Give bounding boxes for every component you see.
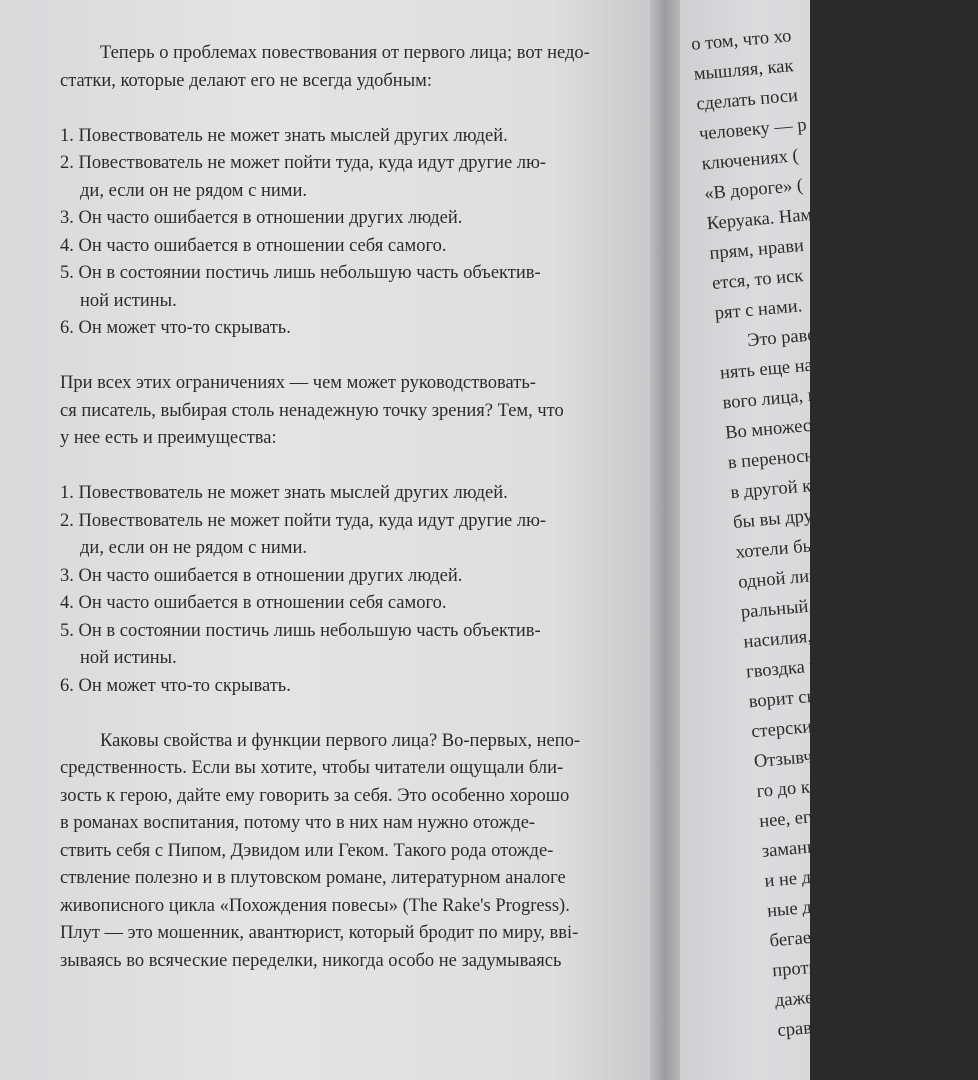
list2-item: 3. Он часто ошибается в отношении других людей. xyxy=(60,565,463,586)
list2-item: 5. Он в состоянии постичь лишь небольшую часть объектив- xyxy=(60,620,541,641)
right-page-line: насилия, то xyxy=(742,624,835,653)
para2-line: у нее есть и преимущества: xyxy=(60,428,277,448)
para3-line: средственность. Если вы хотите, чтобы читатели ощущали бли- xyxy=(60,758,564,778)
right-page-line: нее, его со xyxy=(758,804,843,832)
right-page-line: вого лица, н xyxy=(721,385,819,414)
list2-item: 4. Он часто ошибается в отношении себя самого. xyxy=(60,593,447,613)
para2-line: ся писатель, выбирая столь ненадежную точку зрения? Тем, что xyxy=(60,400,564,421)
right-page-line: го до крайн xyxy=(755,774,848,803)
left-page-text xyxy=(60,40,625,975)
right-page-line: ворит своим xyxy=(747,683,847,713)
right-page-line: даже потру xyxy=(774,983,864,1012)
list2-item: 1. Повествователь не может знать мыслей других людей. xyxy=(60,483,508,503)
right-page-line: сделать поси xyxy=(695,85,799,115)
list1-item: ди, если он не рядом с ними. xyxy=(80,180,307,201)
intro-line: статки, которые делают его не всегда удобным: xyxy=(60,70,432,91)
right-page-line: человеку — р xyxy=(698,115,808,145)
list1-item: 5. Он в состоянии постичь лишь небольшую часть объектив- xyxy=(60,263,541,283)
para3-line: Каковы свойства и функции первого лица? Во-первых, непо- xyxy=(100,730,581,751)
list2-item: 6. Он может что-то скрывать. xyxy=(60,675,291,696)
right-page-line: гвоздка в т xyxy=(745,655,832,683)
right-page-line: о том, что хо xyxy=(690,26,793,55)
right-page-line: в переносно xyxy=(727,445,825,474)
list1-item: ной истины. xyxy=(80,290,177,311)
right-page-line: Отзывчив. И xyxy=(753,743,855,773)
para3-line: зость к герою, дайте ему говорить за себя. Это особенно хорошо xyxy=(60,785,570,806)
para3-line: в романах воспитания, потому что в них нам нужно отожде- xyxy=(60,813,536,833)
right-page-line: в другой кн xyxy=(729,475,822,504)
para3-line: живописного цикла «Похождения повесы» (The Rake's Progress). xyxy=(60,895,570,916)
right-page-line: Это раве xyxy=(746,325,817,352)
right-page-text xyxy=(690,13,978,1047)
list2-item: ной истины. xyxy=(80,648,177,668)
right-page-line: рят с нами. xyxy=(713,296,804,324)
right-page-line: и не давая xyxy=(763,864,846,892)
right-page-line: ключениях ( xyxy=(700,146,800,175)
para3-line: Плут — это мошенник, авантюрист, который бродит по миру, вві- xyxy=(60,923,579,943)
para3-line: ствление полезно и в плутовском романе, литературном аналоге xyxy=(60,868,566,888)
list1-item: 3. Он часто ошибается в отношении других людей. xyxy=(60,208,463,228)
right-page xyxy=(680,0,867,1080)
list2-item: ди, если он не рядом с ними. xyxy=(80,538,307,558)
right-page-line: ется, то иск xyxy=(711,266,805,294)
right-page-line: одной лишь xyxy=(737,564,833,593)
right-page-line: Керуака. Нам xyxy=(706,205,813,235)
right-page-line: нять еще на xyxy=(719,355,814,384)
list1-item: 2. Повествователь не может пойти туда, куда идут другие лю- xyxy=(60,153,547,173)
right-page-line: прям, нрави xyxy=(708,235,805,265)
para3-line: ствить себя с Пипом, Дэвидом или Геком. Такого рода отожде- xyxy=(60,840,554,861)
book-gutter xyxy=(650,0,680,1080)
right-page-line: заманивая xyxy=(761,834,843,862)
list1-item: 1. Повествователь не может знать мыслей других людей. xyxy=(60,125,508,146)
intro-line: Теперь о проблемах повествования от первого лица; вот недо- xyxy=(100,43,590,63)
right-page-line: бегает анти xyxy=(768,923,861,952)
right-page-line: сравнитель xyxy=(776,1013,867,1042)
right-page-line: Во множест xyxy=(724,415,820,444)
para2-line: При всех этих ограничениях — чем может руководствовать- xyxy=(60,373,536,393)
right-page-line: мышляя, как xyxy=(693,56,795,85)
right-page-line: «В дороге» ( xyxy=(703,175,804,205)
right-page-line: бы вы друж xyxy=(732,505,827,534)
right-page-line: стерски обр xyxy=(750,714,846,743)
para3-line: зываясь во всяческие переделки, никогда особо не задумываясь xyxy=(60,950,562,971)
right-page-line: ные действ xyxy=(766,894,856,922)
list1-item: 4. Он часто ошибается в отношении себя самого. xyxy=(60,235,447,256)
right-page-line: противоест xyxy=(771,953,863,982)
right-page-line: ральный, же xyxy=(740,594,840,623)
list2-item: 2. Повествователь не может пойти туда, куда идут другие лю- xyxy=(60,510,547,531)
right-page-line: хотели бы д xyxy=(734,534,830,563)
list1-item: 6. Он может что-то скрывать. xyxy=(60,318,291,338)
